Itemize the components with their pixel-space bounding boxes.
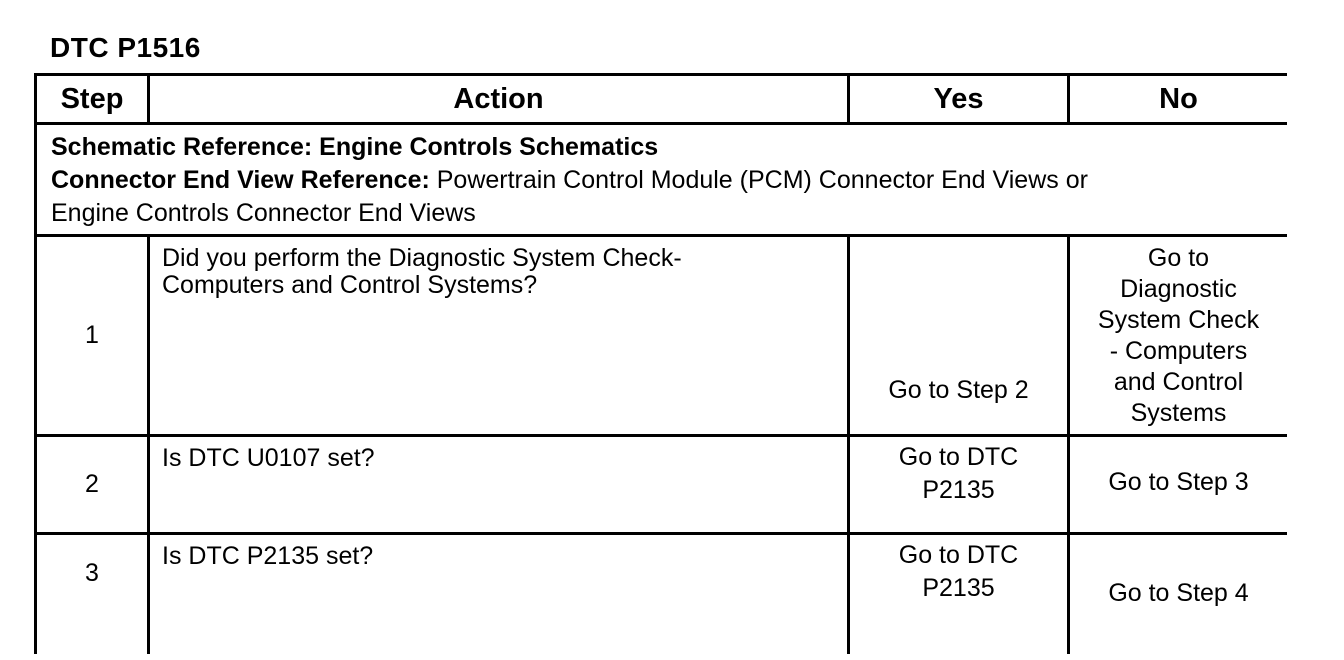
- column-header-yes: Yes: [849, 75, 1069, 124]
- step-number: 3: [36, 534, 149, 654]
- table-row: [36, 534, 1288, 654]
- step-no: Go to Diagnostic System Check - Computers and Control Systems: [1069, 236, 1288, 436]
- step-action-text: Is DTC U0107 set?: [162, 444, 375, 472]
- step-number: 1: [36, 236, 149, 436]
- step-action: [149, 534, 849, 654]
- step-yes: Go to DTC P2135: [849, 534, 1069, 654]
- step-action-text: Did you perform the Diagnostic System Check- Computers and Control Systems?: [162, 244, 682, 299]
- table-row: [36, 436, 1288, 534]
- page-title: DTC P1516: [50, 32, 201, 63]
- step-action-text: Is DTC P2135 set?: [162, 542, 374, 570]
- diagnostic-table-container: [34, 73, 1287, 660]
- connector-reference: [51, 164, 1273, 197]
- reference-cell: [36, 124, 1288, 236]
- diagnostic-table: [34, 73, 1287, 654]
- step-number: 2: [36, 436, 149, 534]
- schematic-reference-label: Schematic Reference: Engine Controls Schematics: [51, 133, 659, 161]
- step-action: [149, 236, 849, 436]
- step-no: Go to Step 3: [1069, 436, 1288, 534]
- column-header-no: No: [1069, 75, 1288, 124]
- connector-reference-continued: Engine Controls Connector End Views: [51, 199, 476, 227]
- step-yes: Go to DTC P2135: [849, 436, 1069, 534]
- schematic-reference: [51, 131, 1273, 164]
- column-header-step: Step: [36, 75, 149, 124]
- connector-reference-text: Powertrain Control Module (PCM) Connector End Views or: [429, 166, 1088, 194]
- step-yes: Go to Step 2: [849, 236, 1069, 436]
- step-no: Go to Step 4: [1069, 534, 1288, 654]
- reference-row: [36, 124, 1288, 236]
- column-header-action: Action: [149, 75, 849, 124]
- header-row: [36, 75, 1288, 124]
- step-action: [149, 436, 849, 534]
- table-row: [36, 236, 1288, 436]
- connector-reference-label: Connector End View Reference:: [51, 166, 430, 194]
